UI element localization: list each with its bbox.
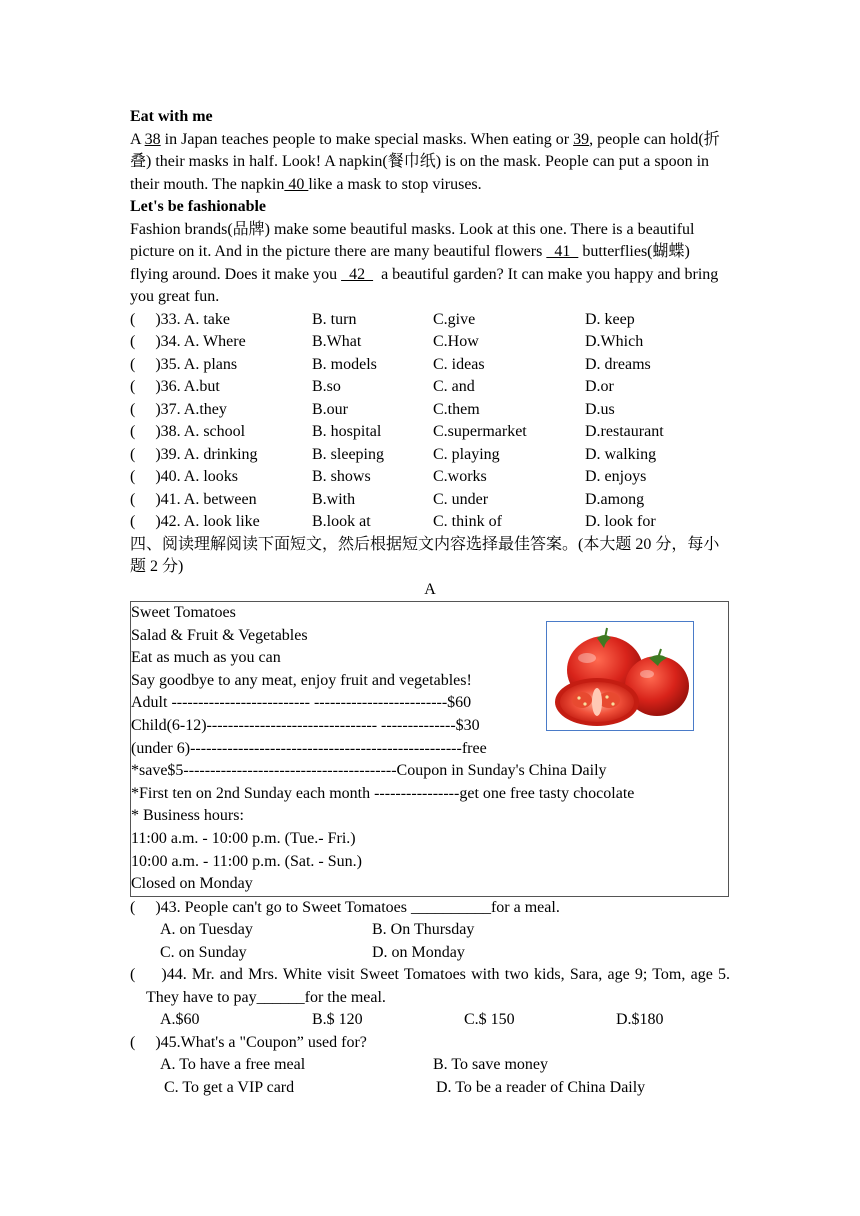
section-4-instructions: 四、阅读理解阅读下面短文，然后根据短文内容选择最佳答案。(本大题 20 分，每小题 2 分) bbox=[130, 535, 720, 575]
text-span: like a mask to stop viruses. bbox=[308, 175, 482, 193]
option-d: D. dreams bbox=[585, 355, 651, 373]
text-span: a beautiful garden? It can make you happy and bring you great fun. bbox=[130, 265, 723, 305]
ad-line: Salad & Fruit & Vegetables bbox=[131, 626, 308, 644]
answer-a: A.$60 bbox=[160, 1011, 200, 1029]
option-a: ( )41. A. between bbox=[130, 490, 257, 508]
answer-row bbox=[130, 919, 730, 942]
question-44 bbox=[130, 964, 734, 1032]
answer-d: D. To be a reader of China Daily bbox=[436, 1078, 646, 1096]
option-a: ( )40. A. looks bbox=[130, 468, 238, 485]
option-row-35 bbox=[130, 354, 730, 377]
text-span: in Japan teaches people to make special masks. When eating or bbox=[160, 130, 574, 148]
ad-line: *First ten on 2nd Sunday each month ----------------get one free tasty chocolate bbox=[131, 784, 635, 802]
option-c: C.works bbox=[433, 468, 487, 485]
option-row-42 bbox=[130, 511, 730, 534]
answer-d: D. on Monday bbox=[372, 943, 465, 961]
passage-label: A bbox=[424, 580, 436, 598]
ad-line: Eat as much as you can bbox=[131, 649, 281, 667]
blank-39: 39 bbox=[573, 130, 590, 148]
answer-b: B.$ 120 bbox=[312, 1011, 363, 1029]
option-c: C. think of bbox=[433, 513, 502, 530]
option-a: ( )36. A.but bbox=[130, 378, 220, 395]
heading-eat-with-me: Eat with me bbox=[130, 108, 213, 125]
ad-line: 10:00 a.m. - 11:00 p.m. (Sat. - Sun.) bbox=[131, 852, 362, 870]
ad-line: * Business hours: bbox=[131, 807, 244, 825]
option-row-36 bbox=[130, 376, 730, 399]
option-a: ( )38. A. school bbox=[130, 423, 246, 440]
answer-c: C. on Sunday bbox=[160, 943, 247, 961]
option-d: D. enjoys bbox=[585, 468, 647, 485]
option-row-37 bbox=[130, 399, 730, 422]
option-c: C.How bbox=[433, 333, 479, 350]
option-d: D.or bbox=[585, 378, 614, 395]
answer-row bbox=[130, 1077, 730, 1100]
ad-line: Closed on Monday bbox=[131, 875, 253, 893]
ad-line: Adult -------------------------- -------------------------$60 bbox=[131, 694, 472, 712]
option-b: B. turn bbox=[312, 310, 357, 328]
option-d: D. look for bbox=[585, 513, 656, 530]
option-row-34 bbox=[130, 331, 730, 354]
text-span: butterflies(蝴蝶) flying around. Does it make you bbox=[130, 243, 690, 283]
option-b: B.look at bbox=[312, 513, 371, 530]
answer-c: C.$ 150 bbox=[464, 1011, 515, 1029]
blank-38: 38 bbox=[144, 130, 161, 148]
option-row-38 bbox=[130, 421, 730, 444]
option-b: B. shows bbox=[312, 468, 371, 485]
option-b: B.so bbox=[312, 378, 341, 395]
ad-box bbox=[130, 601, 729, 897]
answer-c: C. To get a VIP card bbox=[164, 1078, 295, 1096]
answer-d: D.$180 bbox=[616, 1011, 664, 1029]
ad-line: Say goodbye to any meat, enjoy fruit and vegetables! bbox=[131, 671, 472, 689]
option-c: C. under bbox=[433, 490, 489, 508]
option-b: B. hospital bbox=[312, 423, 382, 440]
option-c: C.them bbox=[433, 400, 480, 418]
answer-row bbox=[130, 942, 730, 965]
question-stem: ( )43. People can't go to Sweet Tomatoes __________for a meal. bbox=[130, 898, 560, 916]
option-c: C.supermarket bbox=[433, 423, 527, 440]
tomato-image bbox=[546, 621, 694, 731]
paragraph-eat-with-me bbox=[130, 129, 730, 197]
option-a: ( )39. A. drinking bbox=[130, 445, 258, 463]
option-row-40 bbox=[130, 466, 730, 489]
option-c: C. ideas bbox=[433, 355, 485, 373]
option-row-39 bbox=[130, 444, 730, 467]
option-d: D.us bbox=[585, 400, 615, 418]
option-c: C.give bbox=[433, 310, 476, 328]
ad-line: 11:00 a.m. - 10:00 p.m. (Tue.- Fri.) bbox=[131, 829, 356, 847]
exam-page bbox=[130, 106, 734, 1099]
option-d: D. keep bbox=[585, 310, 635, 328]
option-b: B.What bbox=[312, 333, 362, 350]
options-list bbox=[130, 309, 730, 534]
blank-42: 42 bbox=[341, 265, 374, 283]
option-b: B.with bbox=[312, 490, 356, 508]
option-row-33 bbox=[130, 309, 730, 332]
text-span: A bbox=[130, 130, 145, 148]
paragraph-fashionable bbox=[130, 219, 730, 309]
option-a: ( )42. A. look like bbox=[130, 513, 260, 530]
text-span: Fashion brands(品牌) make some beautiful masks. Look at this one. There is a beautiful picture on it. And in the picture there are many beautiful flowers bbox=[130, 220, 695, 260]
option-b: B. models bbox=[312, 355, 377, 373]
option-a: ( )34. A. Where bbox=[130, 333, 246, 350]
answer-b: B. To save money bbox=[433, 1056, 549, 1074]
tomato-icon bbox=[547, 622, 693, 730]
ad-line: Child(6-12)-------------------------------- --------------$30 bbox=[131, 716, 480, 734]
ad-line: *save$5----------------------------------------Coupon in Sunday's China Daily bbox=[131, 762, 607, 780]
option-row-41 bbox=[130, 489, 730, 512]
option-a: ( )37. A.they bbox=[130, 400, 227, 418]
answer-row bbox=[130, 1009, 730, 1032]
answer-a: A. on Tuesday bbox=[160, 921, 253, 939]
ad-line: (under 6)---------------------------------------------------free bbox=[131, 739, 487, 757]
option-d: D. walking bbox=[585, 445, 657, 463]
option-c: C. and bbox=[433, 378, 475, 395]
text-span: , people can hold(折叠) their masks in half. Look! A napkin(餐巾纸) is on the mask. People can put a spoon in their mouth. The napkin bbox=[130, 130, 720, 193]
question-43 bbox=[130, 897, 730, 965]
blank-41: 41 bbox=[546, 243, 579, 260]
question-45 bbox=[130, 1032, 730, 1100]
heading-lets-be-fashionable: Let's be fashionable bbox=[130, 198, 267, 215]
option-c: C. playing bbox=[433, 445, 500, 463]
option-a: ( )33. A. take bbox=[130, 310, 230, 328]
answer-a: A. To have a free meal bbox=[160, 1056, 306, 1074]
option-d: D.restaurant bbox=[585, 423, 664, 440]
answer-row bbox=[130, 1054, 730, 1077]
option-d: D.among bbox=[585, 490, 645, 508]
question-stem: ( )45.What's a "Coupon” used for? bbox=[130, 1033, 367, 1051]
option-b: B.our bbox=[312, 400, 348, 418]
answer-b: B. On Thursday bbox=[372, 921, 475, 939]
option-d: D.Which bbox=[585, 333, 644, 350]
option-a: ( )35. A. plans bbox=[130, 355, 238, 373]
question-stem: ( )44. Mr. and Mrs. White visit Sweet Tomatoes with two kids, Sara, age 9; Tom, age 5. They have to pay______for the meal. bbox=[130, 966, 734, 1006]
option-b: B. sleeping bbox=[312, 445, 384, 463]
blank-40: 40 bbox=[284, 175, 309, 193]
ad-line: Sweet Tomatoes bbox=[131, 604, 236, 621]
